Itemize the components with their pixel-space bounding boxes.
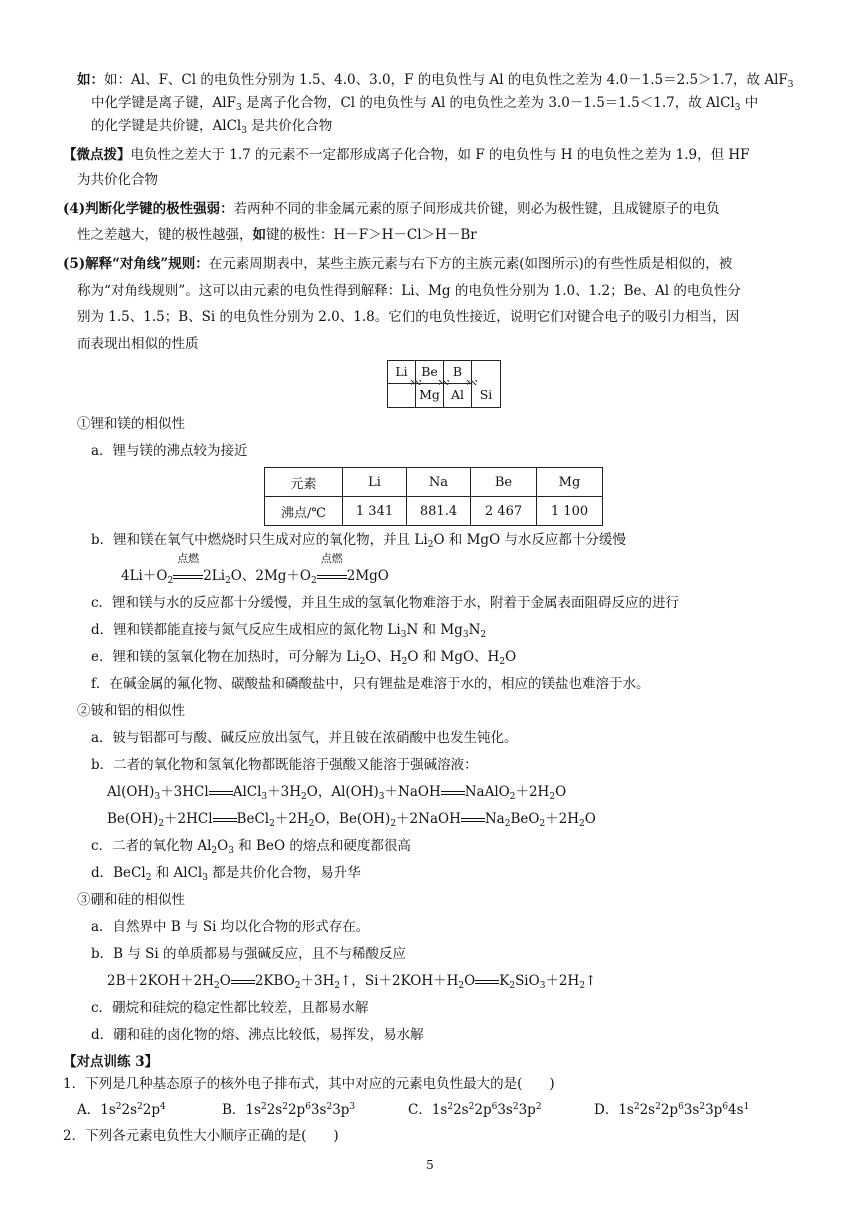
tip-line-1: 【微点拨】电负性之差大于 1.7 的元素不一定都形成离子化合物，如 F 的电负性与 H 的电负性之差为 1.9，但 HF	[63, 147, 750, 163]
be-al-a: a．铍与铝都可与酸、碱反应放出氢气，并且铍在浓硝酸中也发生钝化。	[91, 730, 518, 746]
table-cell: 2 467	[471, 497, 537, 526]
table-cell: 881.4	[407, 497, 471, 526]
be-al-equation-2: $Be(OH)_2+2HCl$ $BeCl_2+2H_2O$，$Be(OH)_2+2NaOH$ $Na_2BeO_2+2H_2O$	[107, 811, 596, 829]
li-mg-e: e．锂和镁的氢氧化物在加热时，可分解为 $Li_2O$、$H_2O$ 和 MgO、$H_2O$	[91, 649, 517, 667]
diagonal-hatch-3	[467, 380, 477, 385]
intro-line-2: 中化学键是离子键，AlF$_3$ 是离子化合物，Cl 的电负性与 Al 的电负性之差为 3.0－1.5＝1.5＜1.7，故 AlCl$_3$ 中	[91, 95, 759, 113]
li-mg-combustion-equation: $4Li+O_2$ 点燃 $2Li_2O$、$2Mg+O_2$ 点燃 2MgO	[121, 552, 389, 586]
section-5-line-3: 别为 1.5、1.5；B、Si 的电负性分别为 2.0、1.8。它们的电负性接近，说明它们对键合电子的吸引力相当，因	[77, 309, 740, 325]
tip-heading: 【微点拨】	[63, 147, 131, 163]
table-cell: 1 341	[343, 497, 407, 526]
section-5-line-4: 而表现出相似的性质	[77, 336, 199, 352]
table-header-cell: Be	[471, 468, 537, 497]
option-b[interactable]: B．$1s^22s^22p^63s^23p^3$	[222, 1102, 356, 1118]
section-4-heading: (4)判断化学键的极性强弱：	[63, 201, 234, 217]
b-si-a: a．自然界中 B 与 Si 均以化合物的形式存在。	[91, 919, 370, 935]
b-si-heading: ③硼和硅的相似性	[77, 892, 185, 908]
intro-line-3: 的化学键是共价键，AlCl$_3$ 是共价化合物	[91, 118, 333, 136]
b-si-d: d．硼和硅的卤化物的熔、沸点比较低，易挥发，易水解	[91, 1027, 424, 1043]
option-a[interactable]: A．$1s^22s^22p^4$	[77, 1102, 166, 1118]
diagonal-rule-figure	[387, 360, 501, 408]
pcell-be: Be	[416, 361, 444, 384]
be-al-d: d．BeCl$_2$ 和 AlCl$_3$ 都是共价化合物，易升华	[91, 865, 361, 883]
pcell-mg: Mg	[416, 384, 444, 407]
be-al-c: c．二者的氧化物 $Al_2O_3$ 和 BeO 的熔点和硬度都很高	[91, 838, 411, 856]
li-mg-b: b．锂和镁在氧气中燃烧时只生成对应的氧化物，并且 $Li_2O$ 和 MgO 与水反应都十分缓慢	[91, 532, 626, 550]
question-1: 1．下列是几种基态原子的核外电子排布式，其中对应的元素电负性最大的是( )	[63, 1076, 555, 1092]
table-header-cell: Li	[343, 468, 407, 497]
pcell-b: B	[444, 361, 472, 384]
li-mg-d: d．锂和镁都能直接与氮气反应生成相应的氮化物 $Li_3N$ 和 $Mg_3N_2$	[91, 622, 487, 640]
section-4-line-2: 性之差越大，键的极性越强，如键的极性：H－F＞H－Cl＞H－Br	[77, 227, 477, 243]
intro-line-1: 如：如：Al、F、Cl 的电负性分别为 1.5、4.0、3.0，F 的电负性与 Al 的电负性之差为 4.0－1.5＝2.5＞1.7，故 AlF$_3$	[77, 72, 794, 90]
be-al-equation-1: $Al(OH)_3+3HCl$ $AlCl_3+3H_2O$，$Al(OH)_3+NaOH$ $NaAlO_2+2H_2O$	[107, 784, 567, 802]
diagonal-hatch-2	[439, 380, 449, 385]
li-mg-a: a．锂与镁的沸点较为接近	[91, 443, 248, 459]
table-header-cell: 元素	[265, 468, 343, 497]
option-d[interactable]: D．$1s^22s^22p^63s^23p^64s^1$	[594, 1102, 750, 1118]
li-mg-heading: ①锂和镁的相似性	[77, 416, 185, 432]
li-mg-c: c．锂和镁与水的反应都十分缓慢，并且生成的氢氧化物难溶于水，附着于金属表面阻碍反应的进行	[91, 595, 680, 611]
pcell-empty	[388, 384, 416, 407]
pcell-li: Li	[388, 361, 416, 384]
tip-line-2: 为共价化合物	[77, 172, 158, 188]
b-si-equation: $2B+2KOH+2H_2O$ $2KBO_2+3H_2↑$，$Si+2KOH+H_2O$ $K_2SiO_3+2H_2↑$	[107, 973, 597, 991]
b-si-b: b．B 与 Si 的单质都易与强碱反应，且不与稀酸反应	[91, 946, 407, 962]
be-al-heading: ②铍和铝的相似性	[77, 703, 185, 719]
page-number: 5	[426, 1158, 434, 1172]
option-c[interactable]: C．$1s^22s^22p^63s^23p^2$	[408, 1102, 542, 1118]
pcell-al: Al	[444, 384, 472, 407]
li-mg-f: f．在碱金属的氟化物、碳酸盐和磷酸盐中，只有锂盐是难溶于水的，相应的镁盐也难溶于水。	[91, 676, 650, 692]
table-row	[265, 497, 603, 526]
table-header-cell: Mg	[537, 468, 603, 497]
section-5-heading: (5)解释“对角线”规则：	[63, 256, 209, 272]
be-al-b: b．二者的氧化物和氢氧化物都既能溶于强酸又能溶于强碱溶液：	[91, 757, 478, 773]
table-cell: 沸点/℃	[265, 497, 343, 526]
practice-heading: 【对点训练 3】	[63, 1054, 159, 1070]
table-row	[265, 468, 603, 497]
table-header-cell: Na	[407, 468, 471, 497]
question-2: 2．下列各元素电负性大小顺序正确的是( )	[63, 1128, 339, 1144]
section-5-line-2: 称为“对角线规则”。这可以由元素的电负性得到解释：Li、Mg 的电负性分别为 1.0、1.2；Be、Al 的电负性分	[77, 283, 741, 299]
table-cell: 1 100	[537, 497, 603, 526]
section-4-line-1: (4)判断化学键的极性强弱：若两种不同的非金属元素的原子间形成共价键，则必为极性键，且成键原子的电负	[63, 201, 720, 217]
pcell-si: Si	[479, 387, 493, 402]
boiling-point-table	[264, 467, 603, 526]
section-5-line-1: (5)解释“对角线”规则：在元素周期表中，某些主族元素与右下方的主族元素(如图所示)的有些性质是相似的，被	[63, 256, 733, 272]
b-si-c: c．硼烷和硅烷的稳定性都比较差，且都易水解	[91, 1000, 369, 1016]
diagonal-hatch-1	[411, 380, 421, 385]
